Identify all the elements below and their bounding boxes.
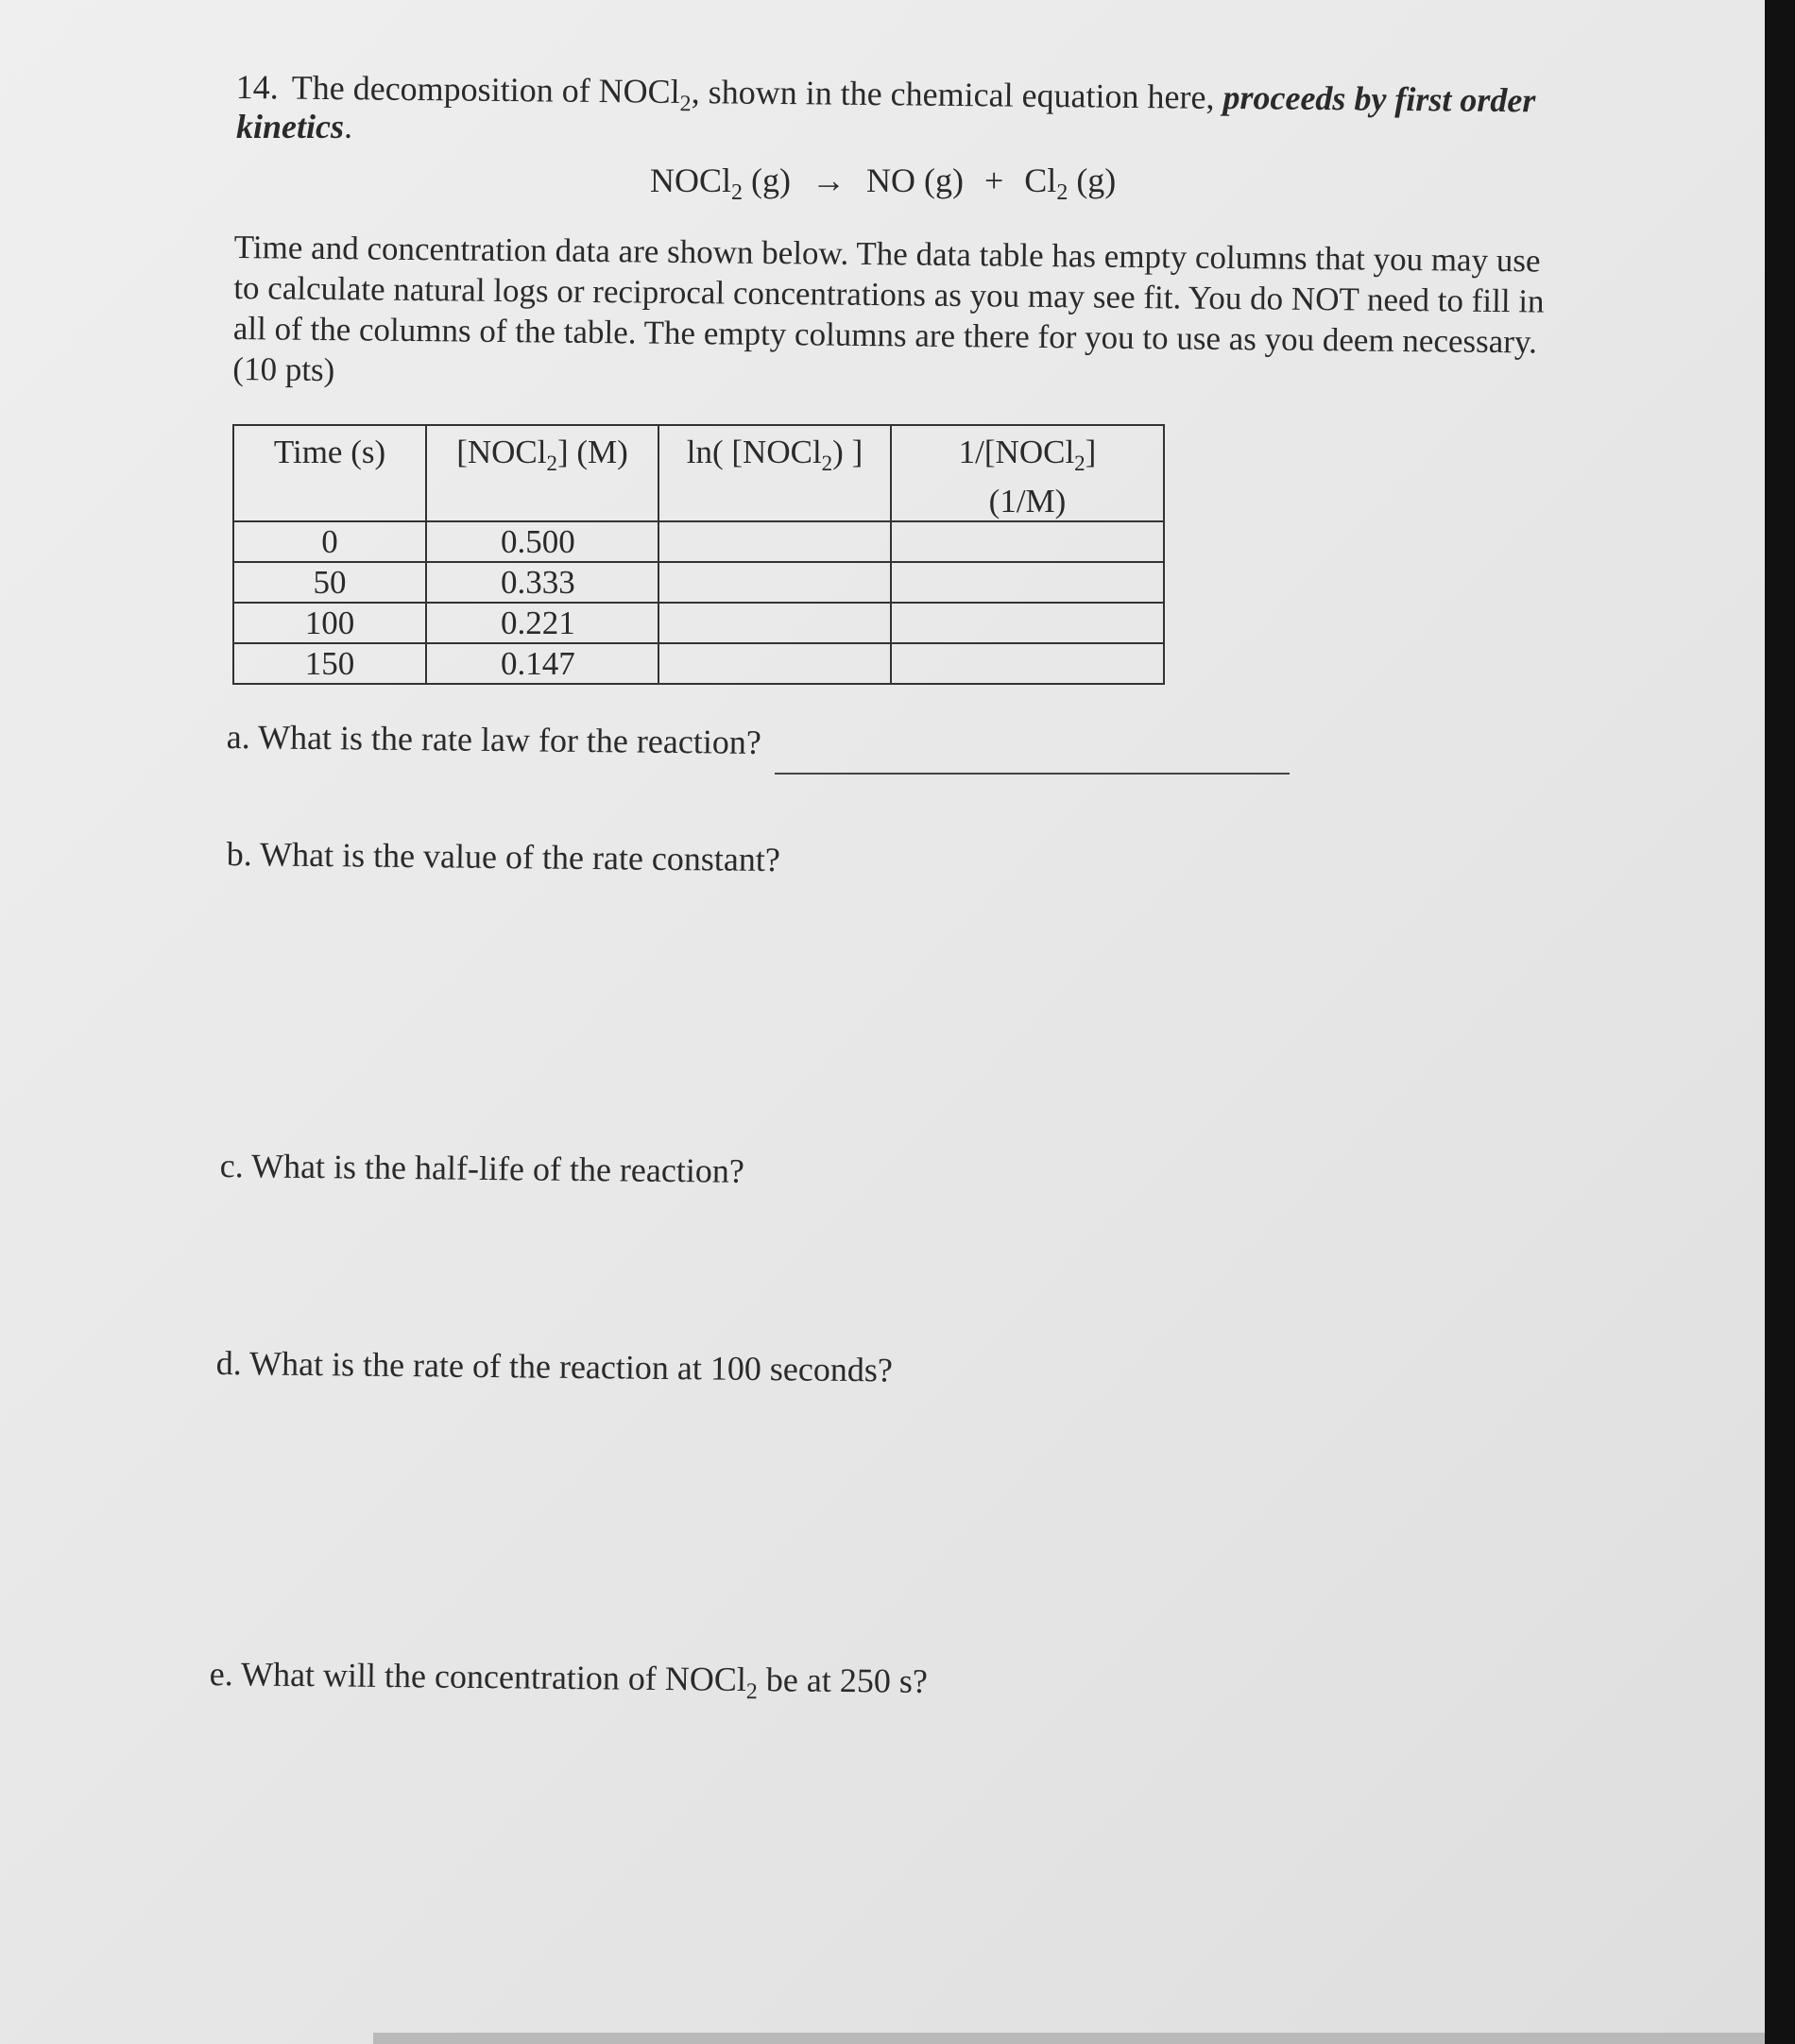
cell-concentration: 0.221 [426,603,658,643]
cell-ln-empty[interactable] [658,562,891,603]
cell-concentration: 0.500 [426,521,658,562]
chemical-equation: NOCl$_2$ (g) → NO $(g) + Cl_2$ (g) [650,162,1117,206]
reaction-arrow: → [812,162,846,199]
part-c-question: c. What is the half-life of the reaction? [219,1146,745,1190]
part-a-question: a. What is the rate law for the reaction? [226,717,762,761]
cell-time: 0 [233,521,426,562]
cell-ln-empty[interactable] [658,603,891,643]
question-intro: 14. The decomposition of NOCl$_2$, shown in the chemical equation here, proceeds by first order [235,67,1536,120]
page-bottom-edge [373,2033,1765,2044]
cell-ln-empty[interactable] [658,643,891,684]
cell-reciprocal-empty[interactable] [891,521,1164,562]
table-row [233,643,1164,684]
header-reciprocal: 1/[NOCl$_2$] (1/M) [891,425,1164,521]
emphasis-text: proceeds by first order [1222,77,1536,120]
table-row [233,521,1164,562]
part-a-answer-line[interactable] [775,773,1290,775]
cell-reciprocal-empty[interactable] [891,562,1164,603]
cell-reciprocal-empty[interactable] [891,603,1164,643]
cell-time: 50 [233,562,426,603]
cell-ln-empty[interactable] [658,521,891,562]
header-natural-log: ln( [NOCl$_2$) ] [658,425,891,521]
cell-concentration: 0.333 [426,562,658,603]
question-intro-line2: kinetics. [236,108,352,145]
header-time: Time (s) [233,425,426,521]
data-table [232,424,1165,685]
cell-reciprocal-empty[interactable] [891,643,1164,684]
header-concentration: [NOCl$_2$] (M) [426,425,658,521]
table-header-row [233,425,1164,521]
part-b-question: b. What is the value of the rate constant? [226,834,781,879]
question-number: 14. [235,67,279,107]
cell-concentration: 0.147 [426,643,658,684]
table-row [233,603,1164,643]
part-e-question: e. What will the concentration of NOCl$_2$ be at 250 s? [209,1654,929,1705]
table-row [233,562,1164,603]
cell-time: 100 [233,603,426,643]
part-d-question: d. What is the rate of the reaction at 100 seconds? [215,1343,894,1389]
dark-background-edge [1765,0,1795,2044]
cell-time: 150 [233,643,426,684]
instructions-paragraph: Time and concentration data are shown below. The data table has empty columns that you may use to calculate natural logs or reciprocal concentrations as you may see fit. You do NOT need to fill in all of the columns of the table. The empty columns are there for you to use as you deem necessary. (10 pts) [232,228,1545,389]
plus-sign: + [983,162,1004,199]
